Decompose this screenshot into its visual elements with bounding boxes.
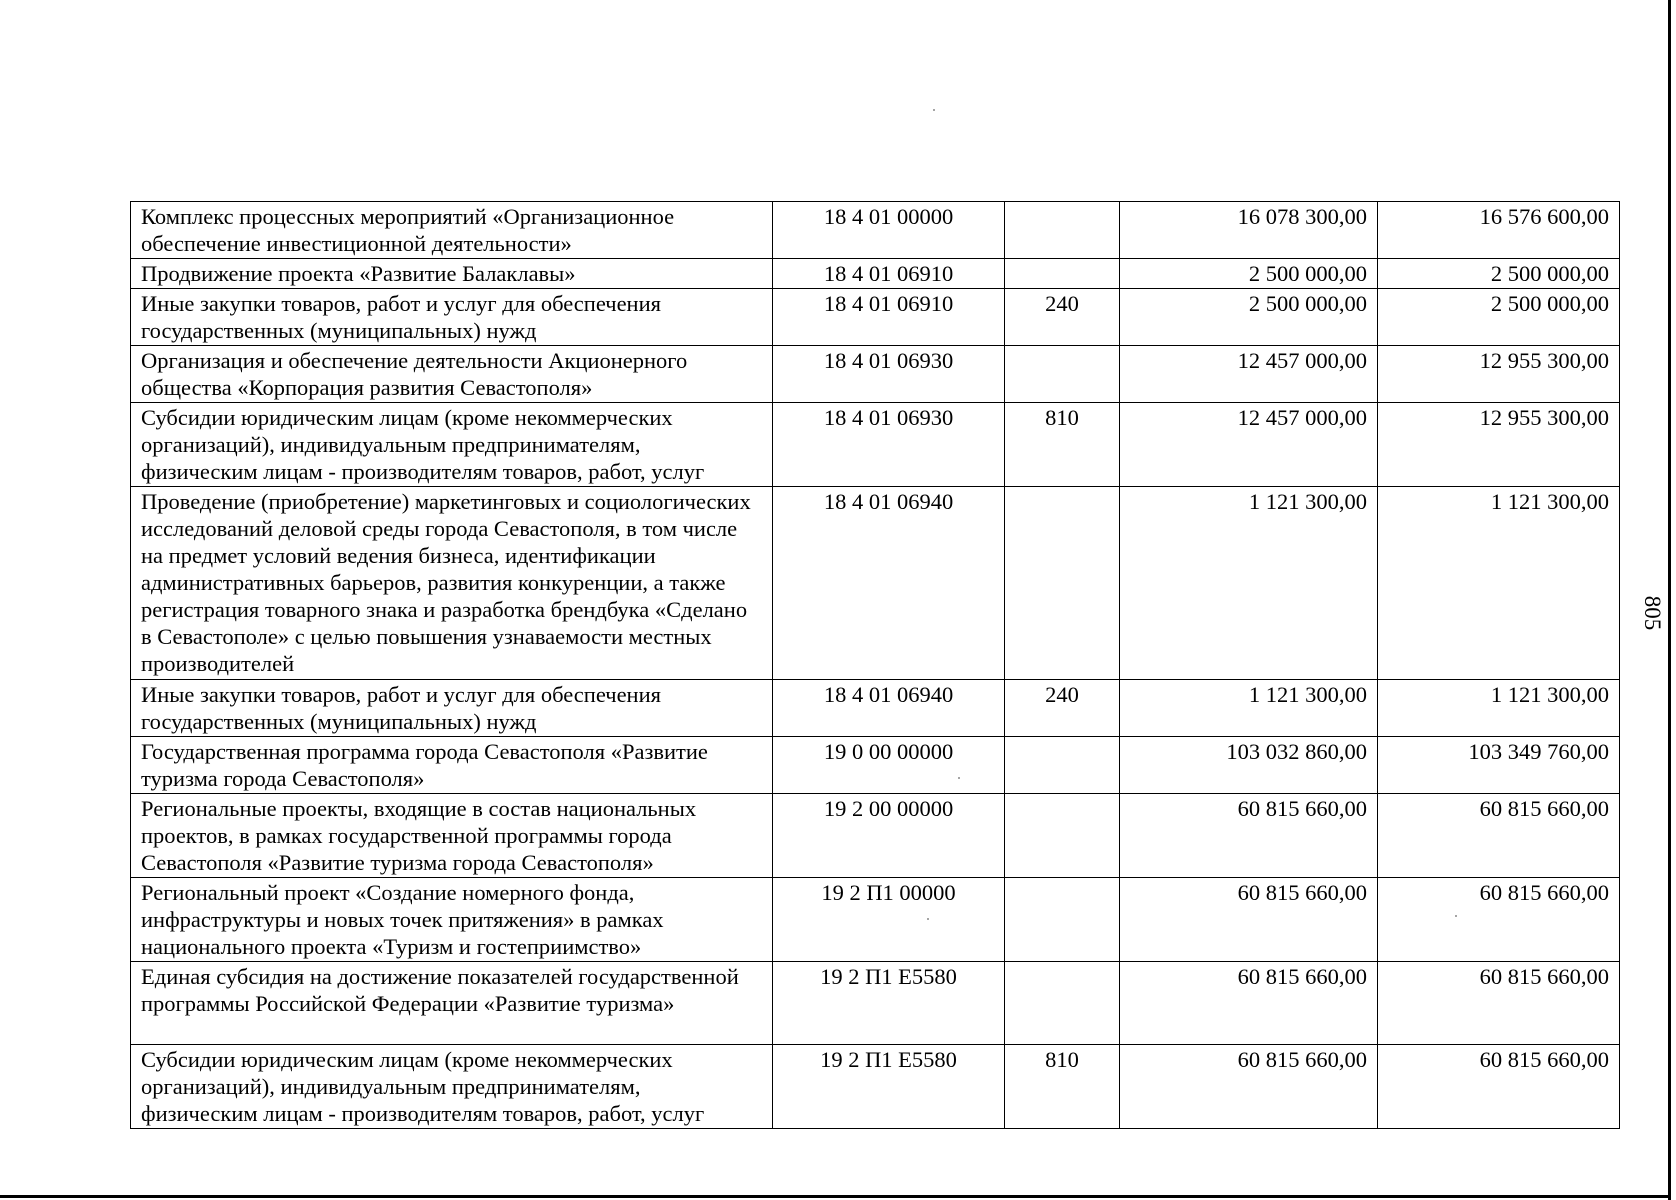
expense-type-code-cell — [1005, 346, 1120, 403]
table-row — [131, 878, 1620, 962]
expense-name-cell: Комплекс процессных мероприятий «Организационное обеспечение инвестиционной деятельности» — [131, 202, 773, 259]
expense-name-cell: Региональный проект «Создание номерного фонда, инфраструктуры и новых точек притяжения» в рамках национального проекта «Туризм и гостеприимство» — [131, 878, 773, 962]
target-article-code-cell: 19 2 П1 00000 — [773, 878, 1005, 962]
expense-name-cell: Проведение (приобретение) маркетинговых и социологических исследований деловой среды города Севастополя, в том числе на предмет условий ведения бизнеса, идентификации административных барьеров, развития конкуренции, а также регистрация товарного знака и разработка брендбука «Сделано в Севастополе» с целью повышения узнаваемости местных производителей — [131, 487, 773, 680]
page-border-right — [1668, 0, 1671, 1200]
target-article-code-cell: 19 2 00 00000 — [773, 794, 1005, 878]
amount-year-1-cell: 60 815 660,00 — [1120, 962, 1378, 1045]
amount-year-1-cell: 60 815 660,00 — [1120, 1045, 1378, 1129]
expense-name-cell: Субсидии юридическим лицам (кроме некоммерческих организаций), индивидуальным предпринимателям, физическим лицам - производителям товаров, работ, услуг — [131, 403, 773, 487]
target-article-code-cell: 18 4 01 06940 — [773, 487, 1005, 680]
table-row — [131, 1045, 1620, 1129]
budget-table-body — [131, 202, 1620, 1129]
table-row — [131, 346, 1620, 403]
expense-name-cell: Продвижение проекта «Развитие Балаклавы» — [131, 259, 773, 289]
amount-year-2-cell: 12 955 300,00 — [1378, 403, 1620, 487]
expense-type-code-cell: 240 — [1005, 680, 1120, 737]
table-row — [131, 962, 1620, 1045]
expense-name-cell: Субсидии юридическим лицам (кроме некоммерческих организаций), индивидуальным предпринимателям, физическим лицам - производителям товаров, работ, услуг — [131, 1045, 773, 1129]
amount-year-1-cell: 12 457 000,00 — [1120, 346, 1378, 403]
expense-type-code-cell — [1005, 962, 1120, 1045]
expense-type-code-cell — [1005, 737, 1120, 794]
page-number: 805 — [1640, 595, 1665, 631]
expense-type-code-cell — [1005, 878, 1120, 962]
amount-year-1-cell: 16 078 300,00 — [1120, 202, 1378, 259]
scan-speck — [933, 109, 935, 111]
amount-year-2-cell: 16 576 600,00 — [1378, 202, 1620, 259]
amount-year-2-cell: 2 500 000,00 — [1378, 259, 1620, 289]
expense-name-cell: Государственная программа города Севастополя «Развитие туризма города Севастополя» — [131, 737, 773, 794]
target-article-code-cell: 18 4 01 06910 — [773, 259, 1005, 289]
table-row — [131, 289, 1620, 346]
expense-type-code-cell: 240 — [1005, 289, 1120, 346]
amount-year-2-cell: 60 815 660,00 — [1378, 1045, 1620, 1129]
table-row — [131, 680, 1620, 737]
amount-year-2-cell: 12 955 300,00 — [1378, 346, 1620, 403]
amount-year-2-cell: 60 815 660,00 — [1378, 794, 1620, 878]
table-row — [131, 259, 1620, 289]
amount-year-1-cell: 60 815 660,00 — [1120, 878, 1378, 962]
amount-year-1-cell: 60 815 660,00 — [1120, 794, 1378, 878]
target-article-code-cell: 18 4 01 06930 — [773, 346, 1005, 403]
expense-type-code-cell — [1005, 202, 1120, 259]
expense-type-code-cell — [1005, 794, 1120, 878]
expense-type-code-cell — [1005, 487, 1120, 680]
table-row — [131, 737, 1620, 794]
expense-name-cell: Единая субсидия на достижение показателей государственной программы Российской Федерации «Развитие туризма» — [131, 962, 773, 1045]
amount-year-2-cell: 103 349 760,00 — [1378, 737, 1620, 794]
amount-year-1-cell: 1 121 300,00 — [1120, 487, 1378, 680]
target-article-code-cell: 18 4 01 00000 — [773, 202, 1005, 259]
expense-name-cell: Иные закупки товаров, работ и услуг для обеспечения государственных (муниципальных) нужд — [131, 289, 773, 346]
target-article-code-cell: 19 2 П1 Е5580 — [773, 1045, 1005, 1129]
amount-year-2-cell: 1 121 300,00 — [1378, 487, 1620, 680]
expense-type-code-cell — [1005, 259, 1120, 289]
table-row — [131, 202, 1620, 259]
expense-name-cell: Организация и обеспечение деятельности Акционерного общества «Корпорация развития Севастополя» — [131, 346, 773, 403]
amount-year-1-cell: 103 032 860,00 — [1120, 737, 1378, 794]
table-row — [131, 487, 1620, 680]
amount-year-1-cell: 2 500 000,00 — [1120, 259, 1378, 289]
amount-year-2-cell: 1 121 300,00 — [1378, 680, 1620, 737]
budget-table — [130, 201, 1620, 1129]
table-row — [131, 403, 1620, 487]
expense-type-code-cell: 810 — [1005, 403, 1120, 487]
target-article-code-cell: 18 4 01 06910 — [773, 289, 1005, 346]
amount-year-1-cell: 1 121 300,00 — [1120, 680, 1378, 737]
expense-type-code-cell: 810 — [1005, 1045, 1120, 1129]
target-article-code-cell: 18 4 01 06930 — [773, 403, 1005, 487]
amount-year-2-cell: 2 500 000,00 — [1378, 289, 1620, 346]
target-article-code-cell: 18 4 01 06940 — [773, 680, 1005, 737]
expense-name-cell: Региональные проекты, входящие в состав национальных проектов, в рамках государственной программы города Севастополя «Развитие туризма города Севастополя» — [131, 794, 773, 878]
amount-year-2-cell: 60 815 660,00 — [1378, 962, 1620, 1045]
target-article-code-cell: 19 0 00 00000 — [773, 737, 1005, 794]
table-row — [131, 794, 1620, 878]
amount-year-1-cell: 2 500 000,00 — [1120, 289, 1378, 346]
page-border-bottom — [0, 1195, 1671, 1198]
amount-year-2-cell: 60 815 660,00 — [1378, 878, 1620, 962]
expense-name-cell: Иные закупки товаров, работ и услуг для обеспечения государственных (муниципальных) нужд — [131, 680, 773, 737]
amount-year-1-cell: 12 457 000,00 — [1120, 403, 1378, 487]
target-article-code-cell: 19 2 П1 Е5580 — [773, 962, 1005, 1045]
